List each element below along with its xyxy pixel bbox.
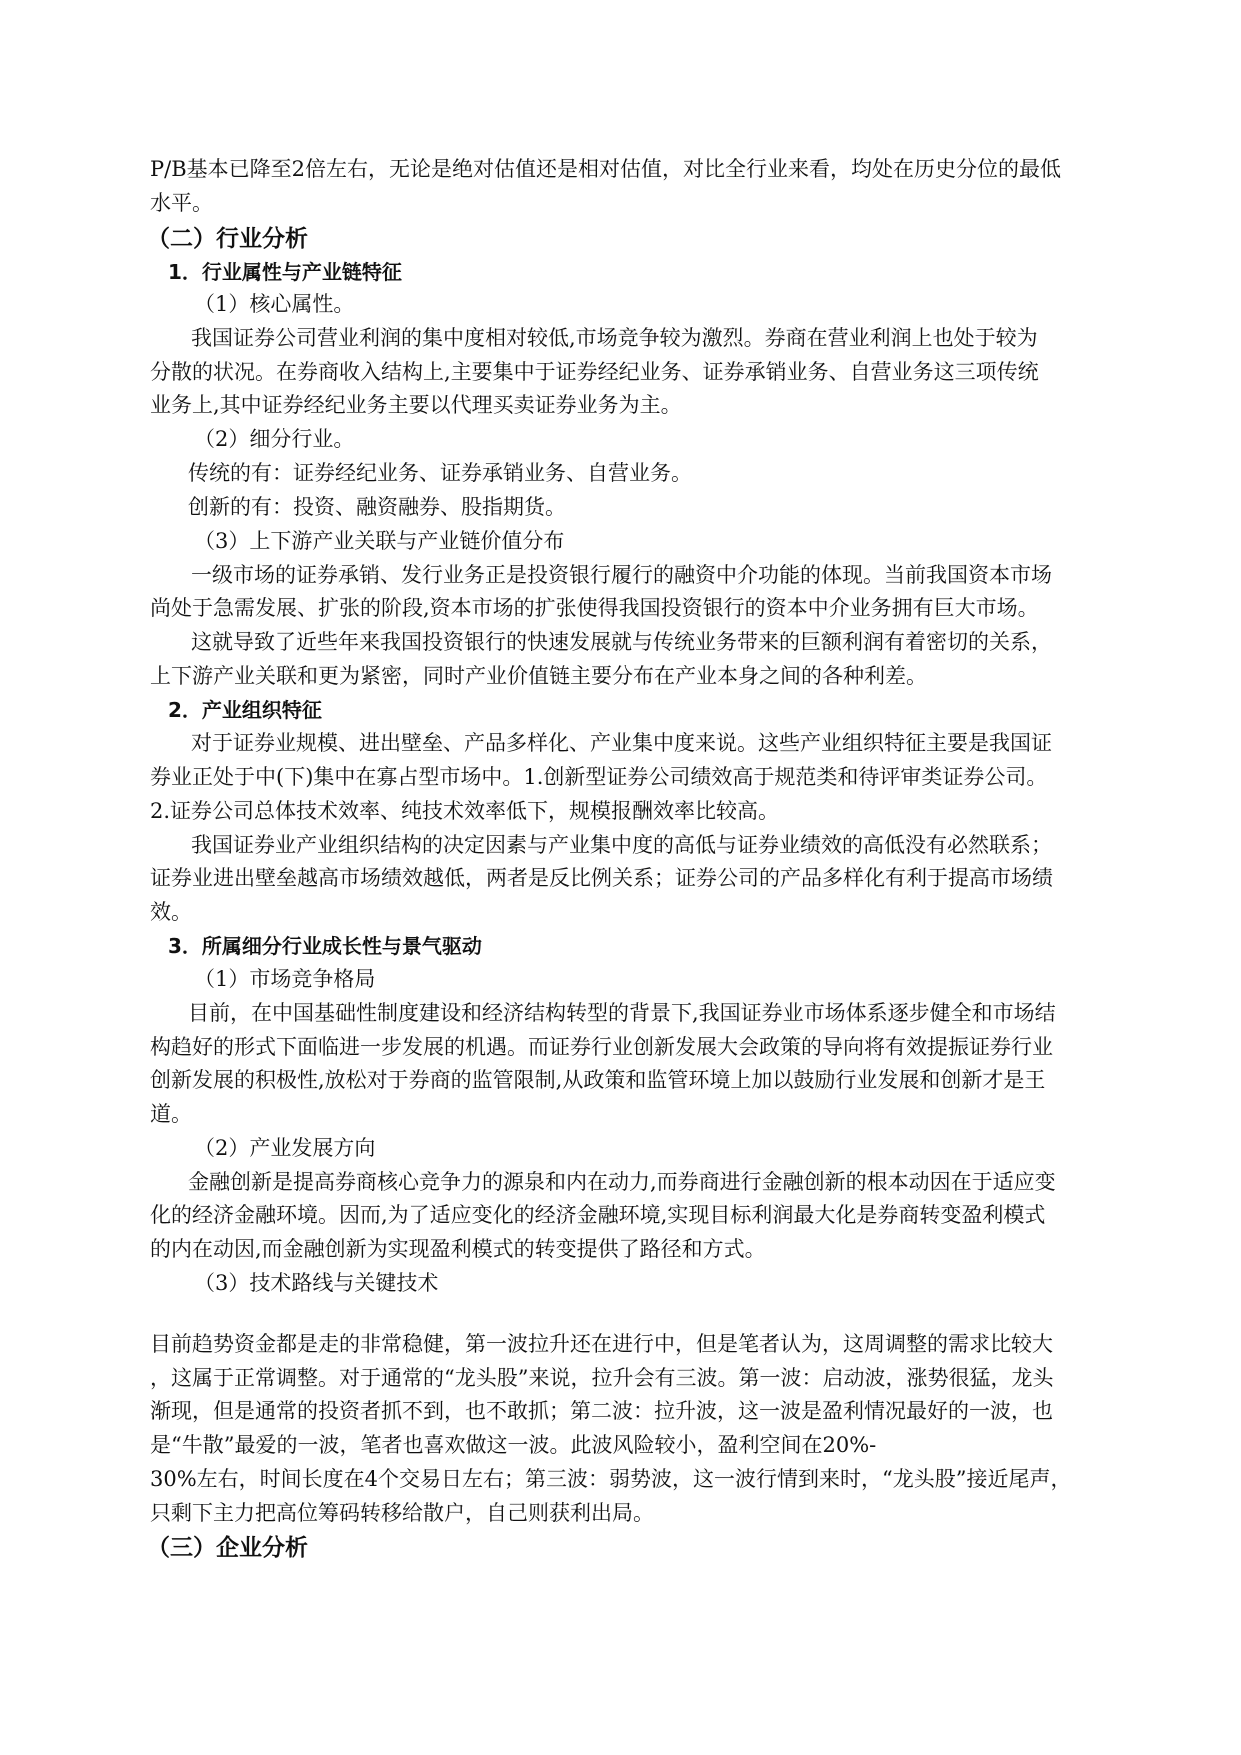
body-line: 尚处于急需发展、扩张的阶段,资本市场的扩张使得我国投资银行的资本中介业务拥有巨大市场。 [150, 596, 1039, 620]
body-line: 我国证券业产业组织结构的决定因素与产业集中度的高低与证券业绩效的高低没有必然联系； [191, 833, 1052, 857]
body-line: 对于证券业规模、进出壁垒、产品多样化、产业集中度来说。这些产业组织特征主要是我国证 [191, 731, 1052, 755]
item-heading: （3）上下游产业关联与产业链价值分布 [194, 529, 565, 553]
body-line: 这就导致了近些年来我国投资银行的快速发展就与传统业务带来的巨额利润有着密切的关系， [191, 630, 1052, 654]
item-heading: （2）细分行业。 [194, 427, 355, 451]
body-line: 券业正处于中(下)集中在寡占型市场中。1.创新型证券公司绩效高于规范类和待评审类证券公司。 [150, 765, 1048, 789]
body-line: 水平。 [150, 191, 213, 215]
body-line: 只剩下主力把高位筹码转移给散户，自己则获利出局。 [150, 1501, 654, 1525]
section-heading: （二）行业分析 [147, 226, 308, 252]
body-line: P/B基本已降至2倍左右，无论是绝对估值还是相对估值，对比全行业来看，均处在历史分位的最低 [150, 157, 1061, 181]
body-line: 证券业进出壁垒越高市场绩效越低，两者是反比例关系；证券公司的产品多样化有利于提高市场绩 [150, 866, 1053, 890]
body-line: 我国证券公司营业利润的集中度相对较低,市场竞争较为激烈。券商在营业利润上也处于较为 [191, 326, 1038, 350]
item-heading: （1）市场竞争格局 [194, 967, 376, 991]
item-heading: （3）技术路线与关键技术 [194, 1271, 439, 1295]
body-line: 效。 [150, 900, 192, 924]
body-line: 的内在动因,而金融创新为实现盈利模式的转变提供了路径和方式。 [150, 1237, 766, 1261]
item-heading: （1）核心属性。 [194, 292, 355, 316]
body-line: 上下游产业关联和更为紧密，同时产业价值链主要分布在产业本身之间的各种利差。 [150, 664, 927, 688]
body-line: 30%左右，时间长度在4个交易日左右；第三波：弱势波，这一波行情到来时，“龙头股”接近尾声， [150, 1467, 1072, 1491]
subsection-heading: 2．产业组织特征 [168, 698, 322, 722]
body-line: 渐现，但是通常的投资者抓不到，也不敢抓；第二波：拉升波，这一波是盈利情况最好的一波，也 [150, 1399, 1053, 1423]
subsection-heading: 3．所属细分行业成长性与景气驱动 [168, 934, 482, 958]
body-line: 是“牛散”最爱的一波，笔者也喜欢做这一波。此波风险较小，盈利空间在20%- [150, 1433, 877, 1457]
body-line: 目前趋势资金都是走的非常稳健，第一波拉升还在进行中，但是笔者认为，这周调整的需求比较大 [150, 1332, 1053, 1356]
body-line: 一级市场的证券承销、发行业务正是投资银行履行的融资中介功能的体现。当前我国资本市场 [191, 563, 1052, 587]
body-line: 业务上,其中证券经纪业务主要以代理买卖证券业务为主。 [150, 393, 682, 417]
body-line: 分散的状况。在券商收入结构上,主要集中于证券经纪业务、证券承销业务、自营业务这三项传统 [150, 360, 1039, 384]
body-line: 创新的有：投资、融资融券、股指期货。 [188, 495, 566, 519]
body-line: ，这属于正常调整。对于通常的“龙头股”来说，拉升会有三波。第一波：启动波，涨势很猛，龙头 [150, 1366, 1054, 1390]
body-line: 目前，在中国基础性制度建设和经济结构转型的背景下,我国证券业市场体系逐步健全和市场结 [188, 1001, 1056, 1025]
item-heading: （2）产业发展方向 [194, 1136, 376, 1160]
body-line: 构趋好的形式下面临进一步发展的机遇。而证券行业创新发展大会政策的导向将有效提振证券行业 [150, 1035, 1053, 1059]
body-line: 道。 [150, 1102, 192, 1126]
body-line: 传统的有：证券经纪业务、证券承销业务、自营业务。 [188, 461, 692, 485]
body-line: 2.证券公司总体技术效率、纯技术效率低下，规模报酬效率比较高。 [150, 799, 780, 823]
section-heading: （三）企业分析 [147, 1535, 308, 1561]
body-line: 创新发展的积极性,放松对于券商的监管限制,从政策和监管环境上加以鼓励行业发展和创新才是王 [150, 1068, 1046, 1092]
body-line: 金融创新是提高券商核心竞争力的源泉和内在动力,而券商进行金融创新的根本动因在于适应变 [188, 1170, 1056, 1194]
subsection-heading: 1．行业属性与产业链特征 [168, 260, 402, 284]
body-line: 化的经济金融环境。因而,为了适应变化的经济金融环境,实现目标利润最大化是券商转变盈利模式 [150, 1203, 1046, 1227]
